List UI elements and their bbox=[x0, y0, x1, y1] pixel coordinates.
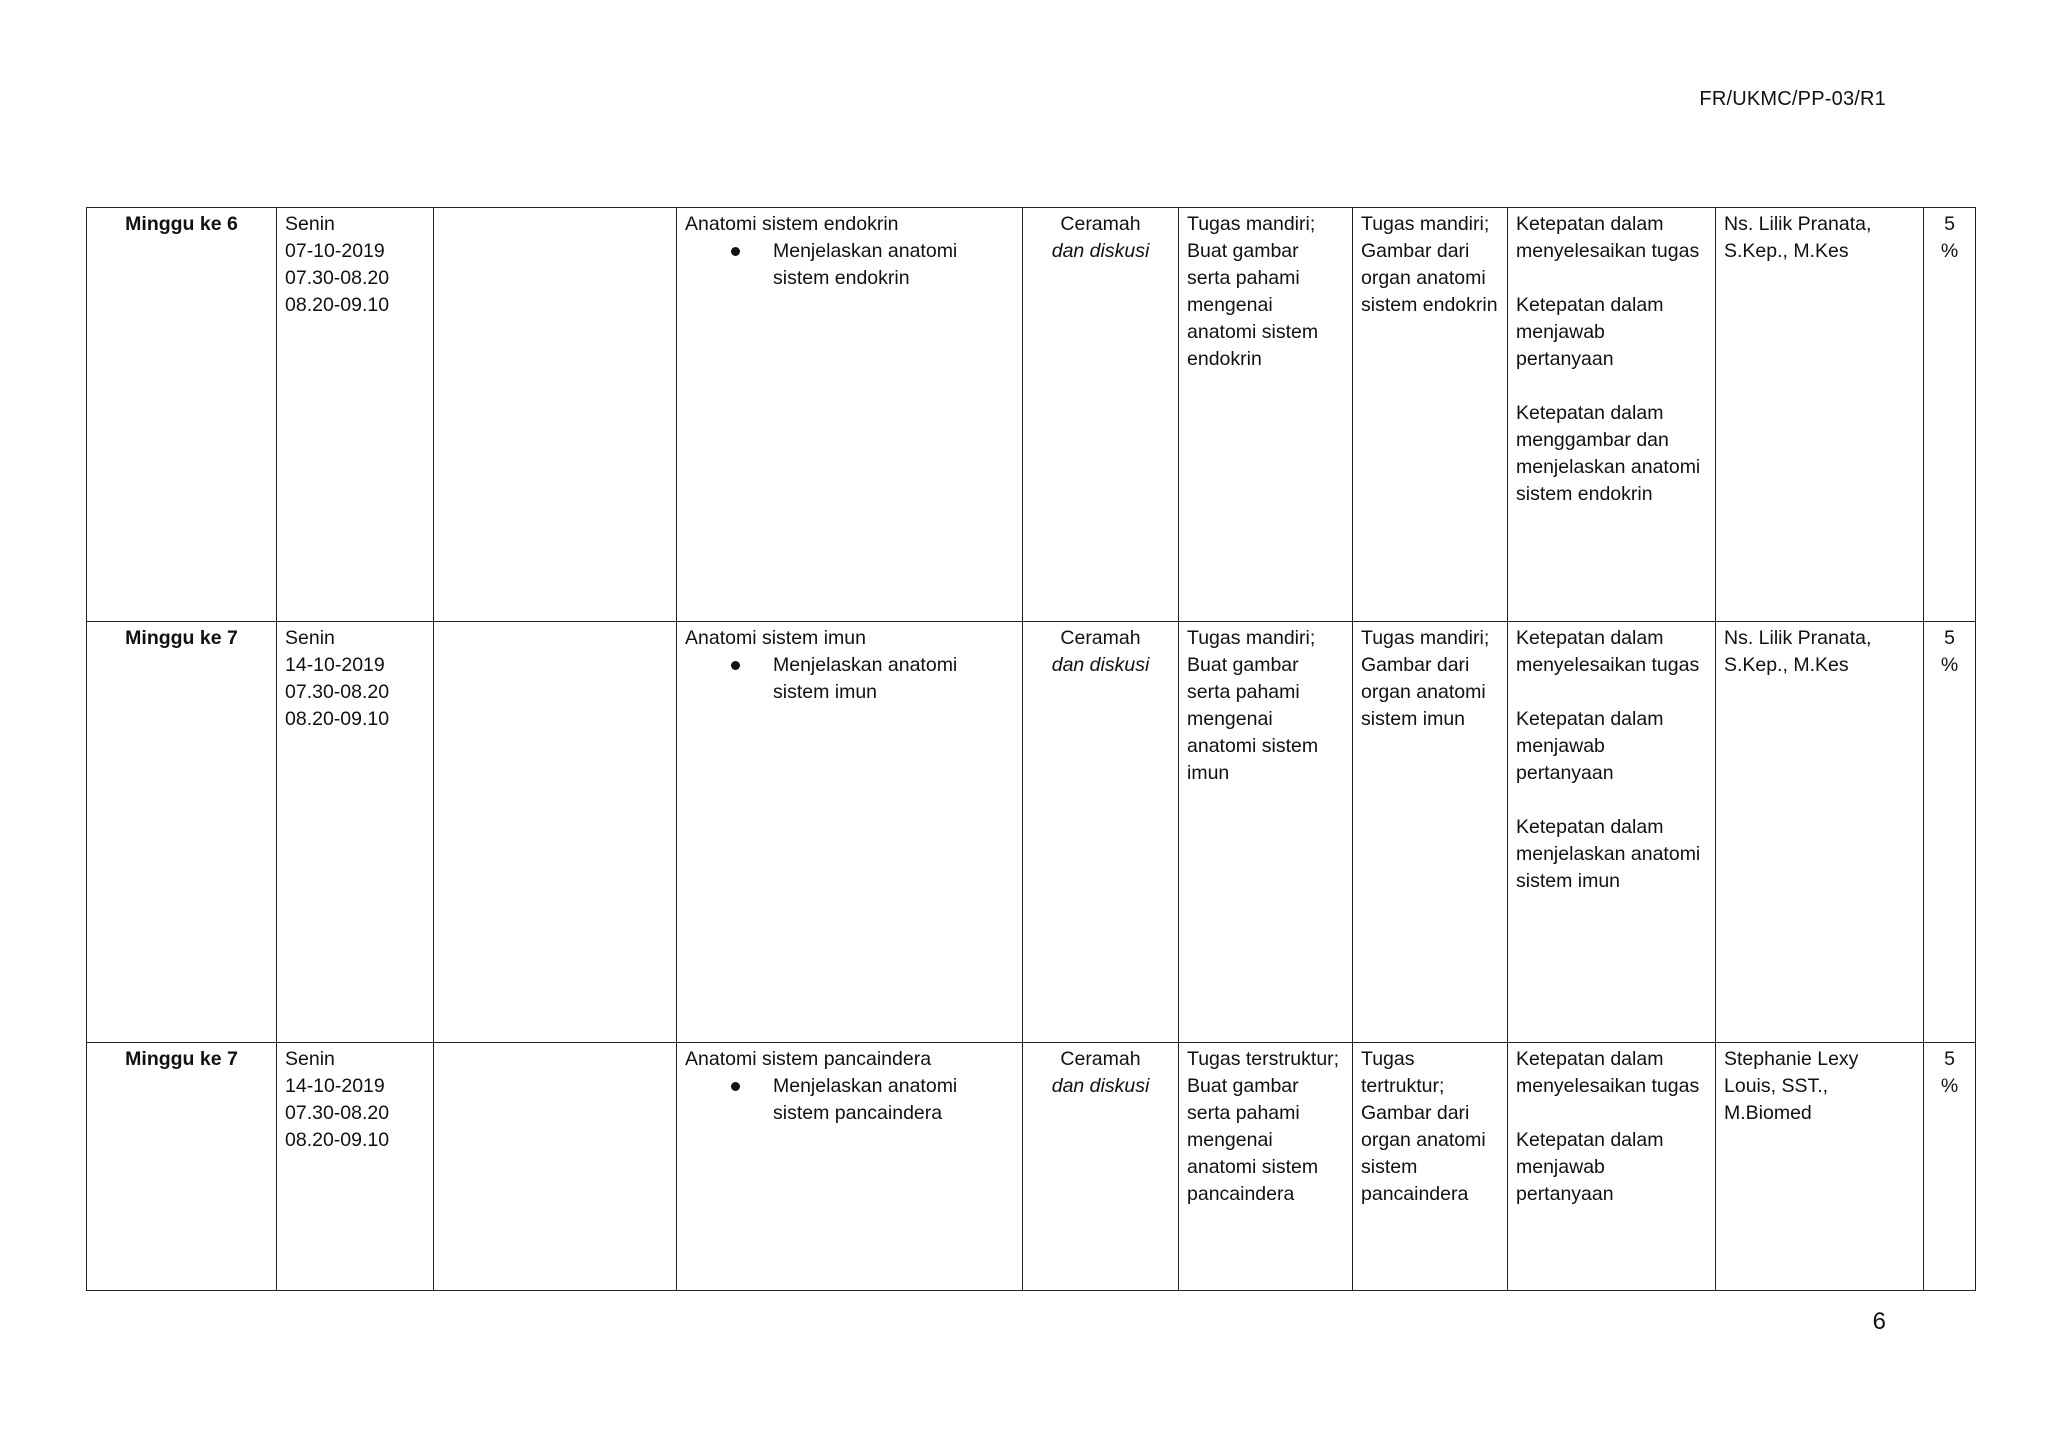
week-cell: Minggu ke 6 bbox=[87, 208, 277, 622]
method-cell: Ceramah dan diskusi bbox=[1023, 1043, 1179, 1291]
criteria-cell bbox=[1508, 1043, 1716, 1291]
table-row bbox=[87, 208, 1976, 622]
bullet-icon bbox=[731, 247, 740, 256]
task-cell: Tugas mandiri; Buat gambar serta pahami mengenai anatomi sistem imun bbox=[1179, 622, 1353, 1043]
criteria-cell bbox=[1508, 208, 1716, 622]
topic-bullets bbox=[685, 238, 1014, 292]
criteria-item: Ketepatan dalam menjawab pertanyaan bbox=[1516, 1129, 1664, 1205]
schedule-cell: Senin 14-10-2019 07.30-08.20 08.20-09.10 bbox=[277, 622, 434, 1043]
output-cell: Tugas mandiri; Gambar dari organ anatomi sistem endokrin bbox=[1353, 208, 1508, 622]
topic-cell bbox=[677, 1043, 1023, 1291]
bullet-icon bbox=[731, 1082, 740, 1091]
output-cell: Tugas tertruktur; Gambar dari organ anatomi sistem pancaindera bbox=[1353, 1043, 1508, 1291]
lecturer-cell: Ns. Lilik Pranata, S.Kep., M.Kes bbox=[1716, 208, 1924, 622]
weight-cell: 5 % bbox=[1924, 208, 1976, 622]
topic-title: Anatomi sistem imun bbox=[685, 627, 866, 649]
output-cell: Tugas mandiri; Gambar dari organ anatomi sistem imun bbox=[1353, 622, 1508, 1043]
task-cell: Tugas terstruktur; Buat gambar serta pahami mengenai anatomi sistem pancaindera bbox=[1179, 1043, 1353, 1291]
topic-bullets bbox=[685, 1073, 1014, 1127]
list-item: Menjelaskan anatomi sistem endokrin bbox=[773, 238, 1014, 292]
list-item: Menjelaskan anatomi sistem imun bbox=[773, 652, 1014, 706]
method-cell: Ceramah dan diskusi bbox=[1023, 622, 1179, 1043]
topic-title: Anatomi sistem endokrin bbox=[685, 213, 899, 235]
criteria-cell bbox=[1508, 622, 1716, 1043]
schedule-cell: Senin 14-10-2019 07.30-08.20 08.20-09.10 bbox=[277, 1043, 434, 1291]
page-number: 6 bbox=[1872, 1308, 1886, 1335]
topic-title: Anatomi sistem pancaindera bbox=[685, 1048, 932, 1070]
week-cell: Minggu ke 7 bbox=[87, 1043, 277, 1291]
topic-bullets bbox=[685, 652, 1014, 706]
lecturer-cell: Ns. Lilik Pranata, S.Kep., M.Kes bbox=[1716, 622, 1924, 1043]
topic-cell bbox=[677, 208, 1023, 622]
table-row bbox=[87, 1043, 1976, 1291]
criteria-item: Ketepatan dalam menyelesaikan tugas bbox=[1516, 627, 1700, 676]
week-cell: Minggu ke 7 bbox=[87, 622, 277, 1043]
criteria-item: Ketepatan dalam menjawab pertanyaan bbox=[1516, 708, 1664, 784]
method-cell: Ceramah dan diskusi bbox=[1023, 208, 1179, 622]
list-item: Menjelaskan anatomi sistem pancaindera bbox=[773, 1073, 1014, 1127]
schedule-cell: Senin 07-10-2019 07.30-08.20 08.20-09.10 bbox=[277, 208, 434, 622]
task-cell: Tugas mandiri; Buat gambar serta pahami mengenai anatomi sistem endokrin bbox=[1179, 208, 1353, 622]
schedule-table bbox=[86, 207, 1976, 1291]
empty-cell bbox=[434, 208, 677, 622]
criteria-item: Ketepatan dalam menggambar dan menjelaskan anatomi sistem endokrin bbox=[1516, 402, 1701, 505]
topic-cell bbox=[677, 622, 1023, 1043]
document-code: FR/UKMC/PP-03/R1 bbox=[1699, 88, 1886, 110]
criteria-item: Ketepatan dalam menjelaskan anatomi sistem imun bbox=[1516, 816, 1701, 892]
weight-cell: 5 % bbox=[1924, 1043, 1976, 1291]
empty-cell bbox=[434, 622, 677, 1043]
criteria-item: Ketepatan dalam menjawab pertanyaan bbox=[1516, 294, 1664, 370]
bullet-icon bbox=[731, 661, 740, 670]
weight-cell: 5 % bbox=[1924, 622, 1976, 1043]
criteria-item: Ketepatan dalam menyelesaikan tugas bbox=[1516, 1048, 1700, 1097]
table-row bbox=[87, 622, 1976, 1043]
lecturer-cell: Stephanie Lexy Louis, SST., M.Biomed bbox=[1716, 1043, 1924, 1291]
empty-cell bbox=[434, 1043, 677, 1291]
criteria-item: Ketepatan dalam menyelesaikan tugas bbox=[1516, 213, 1700, 262]
